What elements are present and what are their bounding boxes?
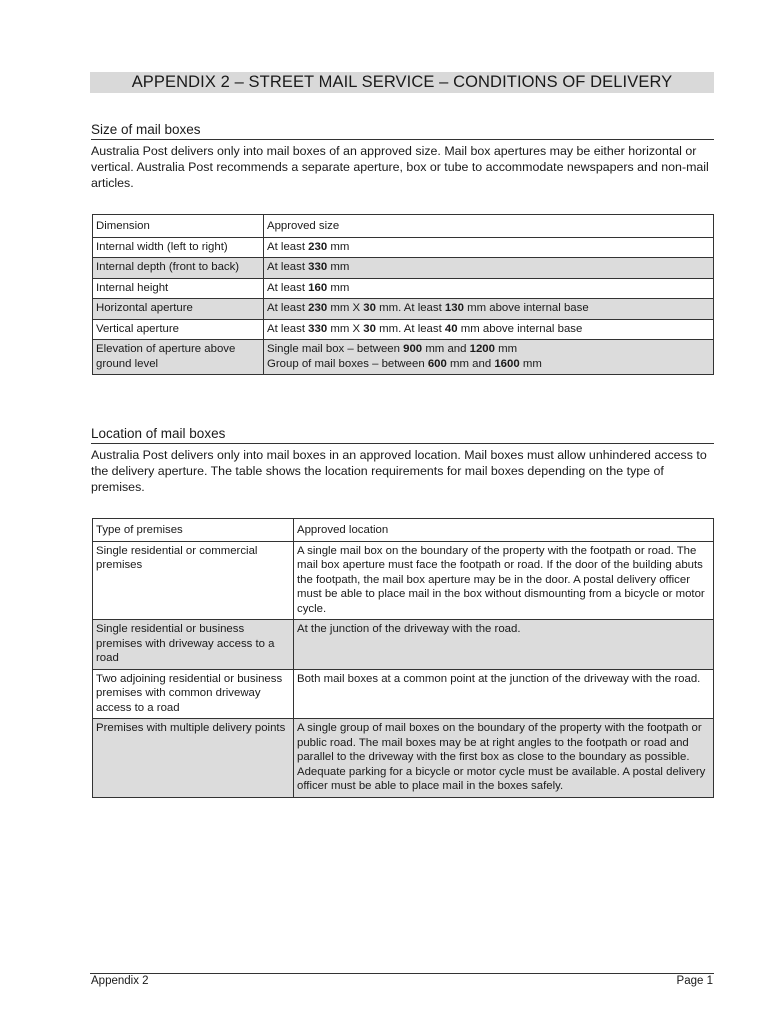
footer-appendix-label: Appendix 2 — [91, 975, 149, 987]
premises-cell: Premises with multiple delivery points — [93, 719, 294, 798]
size-text: At least — [267, 261, 309, 273]
approved-size-cell — [264, 237, 714, 258]
size-value: 900 — [403, 343, 423, 355]
column-header-dimension: Dimension — [93, 215, 264, 238]
size-line — [267, 301, 710, 316]
table-row — [93, 340, 714, 375]
premises-cell: Single residential or business premises with driveway access to a road — [93, 620, 294, 670]
size-value: 330 — [308, 261, 328, 273]
size-value: 30 — [363, 302, 376, 314]
column-header-approved-size: Approved size — [264, 215, 714, 238]
dimension-cell: Elevation of aperture above ground level — [93, 340, 264, 375]
location-intro-paragraph: Australia Post delivers only into mail boxes in an approved location. Mail boxes must allow unhindered access to the delivery aperture. The table shows the location requirements for mail boxes depending on the type of premises. — [91, 448, 707, 494]
dimension-cell: Horizontal aperture — [93, 299, 264, 320]
location-cell: A single mail box on the boundary of the property with the footpath or road. The mail box aperture must face the footpath or road. If the door of the building abuts the footpath, the mail box aperture may be in the door. A postal delivery officer must be able to place mail in the box without dismounting from a bicycle or motor cycle. — [294, 541, 714, 620]
dimension-cell: Internal height — [93, 278, 264, 299]
location-table-header-row — [93, 519, 714, 542]
size-line — [267, 281, 710, 296]
section-heading-location: Location of mail boxes — [91, 426, 714, 444]
size-text: At least — [267, 302, 309, 314]
size-value: 1200 — [469, 343, 495, 355]
approved-size-cell — [264, 278, 714, 299]
table-row — [93, 237, 714, 258]
size-text: mm — [327, 240, 350, 253]
page-title: APPENDIX 2 – STREET MAIL SERVICE – CONDITIONS OF DELIVERY — [90, 72, 714, 93]
size-text: At least — [267, 322, 309, 335]
size-value: 160 — [308, 281, 328, 294]
size-text: At least — [267, 281, 309, 294]
footer-page-number: Page 1 — [676, 975, 713, 987]
size-text: mm X — [327, 302, 364, 314]
table-row — [93, 669, 714, 719]
approved-size-cell — [264, 299, 714, 320]
size-table-header-row — [93, 215, 714, 238]
size-text: mm — [327, 281, 350, 294]
dimension-cell: Internal width (left to right) — [93, 237, 264, 258]
size-text: mm. At least — [375, 302, 445, 314]
dimension-cell: Vertical aperture — [93, 319, 264, 340]
location-cell: Both mail boxes at a common point at the junction of the driveway with the road. — [294, 669, 714, 719]
size-value: 600 — [427, 357, 447, 370]
size-text: At least — [267, 240, 309, 253]
size-value: 230 — [308, 302, 328, 314]
premises-cell: Single residential or commercial premises — [93, 541, 294, 620]
size-value: 330 — [308, 322, 328, 335]
table-row — [93, 319, 714, 340]
size-value: 30 — [363, 322, 376, 335]
size-value: 230 — [308, 240, 328, 253]
size-line — [267, 342, 710, 357]
size-text: mm — [494, 343, 518, 355]
column-header-approved-location: Approved location — [294, 519, 714, 542]
size-text: mm. At least — [375, 322, 445, 335]
size-text: mm and — [422, 343, 470, 355]
approved-size-cell — [264, 340, 714, 375]
table-row — [93, 620, 714, 670]
size-value: 1600 — [494, 357, 520, 370]
location-cell: A single group of mail boxes on the boundary of the property with the footpath or public road. The mail boxes may be at right angles to the footpath or road and parallel to the driveway with the first box as close to the boundary as possible. Adequate parking for a bicycle or motor cycle must be available. A postal delivery officer must be able to place mail in the boxes safely. — [294, 719, 714, 798]
size-text: mm — [327, 261, 350, 273]
size-text: mm X — [327, 322, 364, 335]
size-table — [92, 214, 714, 375]
table-row — [93, 278, 714, 299]
table-row — [93, 258, 714, 279]
size-text: Single mail box – between — [267, 343, 404, 355]
table-row — [93, 299, 714, 320]
footer-divider — [90, 973, 714, 974]
size-text: mm above internal base — [463, 302, 589, 314]
size-value: 40 — [444, 322, 458, 335]
size-text: mm and — [446, 357, 495, 370]
table-row — [93, 541, 714, 620]
size-text: mm above internal base — [457, 322, 583, 335]
table-row — [93, 719, 714, 798]
size-value: 130 — [444, 302, 464, 314]
approved-size-cell — [264, 319, 714, 340]
location-table — [92, 518, 714, 798]
section-heading-size: Size of mail boxes — [91, 122, 714, 140]
size-line — [267, 240, 710, 255]
premises-cell: Two adjoining residential or business premises with common driveway access to a road — [93, 669, 294, 719]
size-line — [267, 260, 710, 275]
size-line — [267, 357, 710, 372]
size-intro-paragraph: Australia Post delivers only into mail boxes of an approved size. Mail box apertures may be either horizontal or vertical. Australia Post recommends a separate aperture, box or tube to accommodate newspapers and non-mail articles. — [91, 144, 709, 190]
size-text: mm — [519, 357, 542, 370]
size-line — [267, 322, 710, 337]
dimension-cell: Internal depth (front to back) — [93, 258, 264, 279]
column-header-type-of-premises: Type of premises — [93, 519, 294, 542]
location-cell: At the junction of the driveway with the road. — [294, 620, 714, 670]
size-text: Group of mail boxes – between — [267, 357, 428, 370]
approved-size-cell — [264, 258, 714, 279]
